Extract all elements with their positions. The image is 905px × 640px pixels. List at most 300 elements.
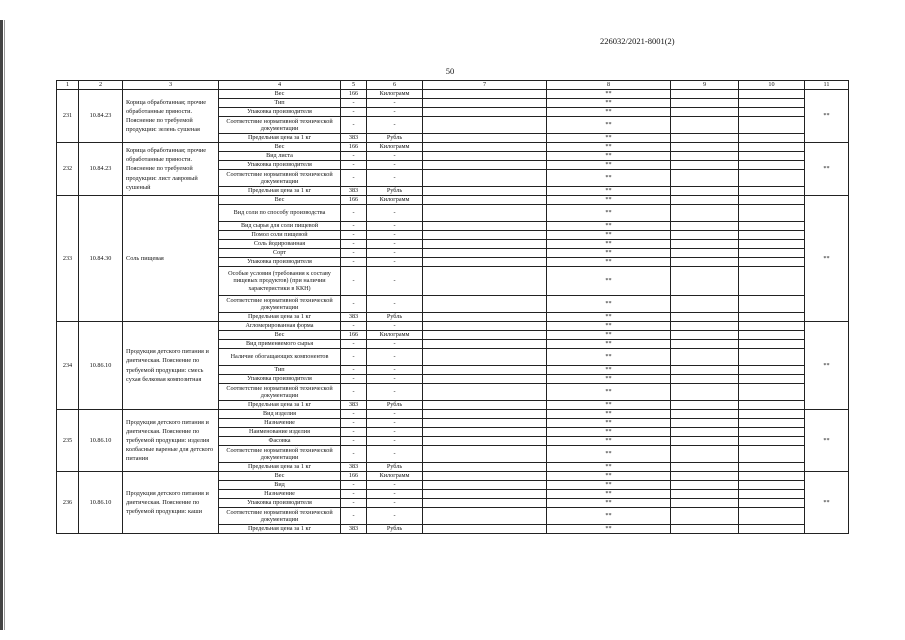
table-row xyxy=(57,472,849,481)
value-cell-7 xyxy=(423,90,547,99)
unit-code-cell: - xyxy=(341,446,367,463)
attribute-name-cell: Тип xyxy=(219,366,341,375)
item-number-cell: 234 xyxy=(57,322,79,410)
value-cell-10 xyxy=(739,170,805,187)
attribute-name-cell: Предельная цена за 1 кг xyxy=(219,134,341,143)
value-cell-10 xyxy=(739,143,805,152)
attribute-name-cell: Вид сырья для соли пищевой xyxy=(219,222,341,231)
value-cell-10 xyxy=(739,499,805,508)
value-cell-8: ** xyxy=(547,490,671,499)
attribute-name-cell: Соль йодированная xyxy=(219,240,341,249)
value-cell-8: ** xyxy=(547,170,671,187)
value-cell-10 xyxy=(739,117,805,134)
value-cell-8: ** xyxy=(547,481,671,490)
column-header-9: 9 xyxy=(671,81,739,90)
unit-code-cell: - xyxy=(341,490,367,499)
value-cell-7 xyxy=(423,322,547,331)
value-cell-8: ** xyxy=(547,108,671,117)
value-cell-7 xyxy=(423,481,547,490)
value-cell-10 xyxy=(739,231,805,240)
value-cell-9 xyxy=(671,161,739,170)
value-cell-8: ** xyxy=(547,472,671,481)
column-header-5: 5 xyxy=(341,81,367,90)
value-cell-9 xyxy=(671,143,739,152)
attribute-name-cell: Предельная цена за 1 кг xyxy=(219,187,341,196)
value-cell-8: ** xyxy=(547,117,671,134)
table-row xyxy=(57,90,849,99)
value-cell-10 xyxy=(739,161,805,170)
unit-name-cell: - xyxy=(367,240,423,249)
unit-name-cell: - xyxy=(367,296,423,313)
value-cell-9 xyxy=(671,472,739,481)
value-cell-7 xyxy=(423,222,547,231)
column-header-7: 7 xyxy=(423,81,547,90)
product-name-cell: Продукция детского питания и диетическая. Пояснение по требуемой продукции: изделия колбасные вареные для детского питания xyxy=(123,410,219,472)
value-cell-10 xyxy=(739,99,805,108)
value-cell-7 xyxy=(423,384,547,401)
value-cell-10 xyxy=(739,446,805,463)
value-cell-10 xyxy=(739,258,805,267)
value-cell-8: ** xyxy=(547,99,671,108)
attribute-name-cell: Вид xyxy=(219,481,341,490)
attribute-name-cell: Фасовка xyxy=(219,437,341,446)
unit-code-cell: - xyxy=(341,499,367,508)
unit-name-cell: - xyxy=(367,508,423,525)
value-cell-10 xyxy=(739,187,805,196)
unit-code-cell: 166 xyxy=(341,331,367,340)
attribute-name-cell: Сорт xyxy=(219,249,341,258)
value-cell-7 xyxy=(423,117,547,134)
value-cell-9 xyxy=(671,322,739,331)
unit-code-cell: 166 xyxy=(341,143,367,152)
value-cell-9 xyxy=(671,499,739,508)
table-body xyxy=(57,90,849,534)
okpd-code-cell: 10.86.10 xyxy=(79,472,123,534)
value-cell-7 xyxy=(423,331,547,340)
value-cell-9 xyxy=(671,152,739,161)
unit-code-cell: - xyxy=(341,267,367,296)
unit-name-cell: - xyxy=(367,481,423,490)
value-cell-7 xyxy=(423,240,547,249)
value-cell-10 xyxy=(739,410,805,419)
note-cell-11: ** xyxy=(805,410,849,472)
value-cell-10 xyxy=(739,205,805,222)
unit-name-cell: - xyxy=(367,161,423,170)
attribute-name-cell: Тип xyxy=(219,99,341,108)
unit-name-cell: - xyxy=(367,366,423,375)
attribute-name-cell: Соответствие нормативной технической документации xyxy=(219,117,341,134)
column-header-1: 1 xyxy=(57,81,79,90)
value-cell-7 xyxy=(423,313,547,322)
value-cell-8: ** xyxy=(547,90,671,99)
unit-name-cell: Рубль xyxy=(367,463,423,472)
value-cell-9 xyxy=(671,205,739,222)
unit-code-cell: - xyxy=(341,222,367,231)
unit-name-cell: Рубль xyxy=(367,187,423,196)
value-cell-9 xyxy=(671,490,739,499)
table-row xyxy=(57,143,849,152)
attribute-name-cell: Вес xyxy=(219,143,341,152)
value-cell-8: ** xyxy=(547,267,671,296)
unit-name-cell: - xyxy=(367,322,423,331)
value-cell-8: ** xyxy=(547,222,671,231)
attribute-name-cell: Наличие обогащающих компонентов xyxy=(219,349,341,366)
value-cell-8: ** xyxy=(547,446,671,463)
attribute-name-cell: Соответствие нормативной технической документации xyxy=(219,446,341,463)
unit-code-cell: 383 xyxy=(341,313,367,322)
unit-code-cell: - xyxy=(341,375,367,384)
unit-code-cell: 166 xyxy=(341,196,367,205)
value-cell-9 xyxy=(671,331,739,340)
unit-name-cell: - xyxy=(367,205,423,222)
unit-code-cell: - xyxy=(341,340,367,349)
unit-code-cell: - xyxy=(341,205,367,222)
unit-code-cell: - xyxy=(341,170,367,187)
unit-code-cell: 166 xyxy=(341,90,367,99)
table-row xyxy=(57,322,849,331)
note-cell-11: ** xyxy=(805,143,849,196)
unit-code-cell: - xyxy=(341,481,367,490)
value-cell-10 xyxy=(739,222,805,231)
value-cell-8: ** xyxy=(547,525,671,534)
value-cell-7 xyxy=(423,349,547,366)
value-cell-9 xyxy=(671,428,739,437)
value-cell-9 xyxy=(671,134,739,143)
product-name-cell: Продукция детского питания и диетическая. Пояснение по требуемой продукции: каши xyxy=(123,472,219,534)
value-cell-9 xyxy=(671,375,739,384)
value-cell-10 xyxy=(739,366,805,375)
value-cell-10 xyxy=(739,472,805,481)
value-cell-9 xyxy=(671,187,739,196)
unit-name-cell: - xyxy=(367,437,423,446)
value-cell-9 xyxy=(671,419,739,428)
unit-name-cell: Килограмм xyxy=(367,331,423,340)
value-cell-7 xyxy=(423,437,547,446)
attribute-name-cell: Упаковка производителя xyxy=(219,108,341,117)
value-cell-10 xyxy=(739,322,805,331)
unit-name-cell: Килограмм xyxy=(367,196,423,205)
scan-edge-line xyxy=(4,20,5,630)
specification-table xyxy=(56,80,849,534)
unit-code-cell: - xyxy=(341,161,367,170)
item-number-cell: 231 xyxy=(57,90,79,143)
attribute-name-cell: Вес xyxy=(219,331,341,340)
column-header-6: 6 xyxy=(367,81,423,90)
value-cell-9 xyxy=(671,340,739,349)
value-cell-7 xyxy=(423,499,547,508)
value-cell-9 xyxy=(671,508,739,525)
unit-name-cell: - xyxy=(367,349,423,366)
value-cell-7 xyxy=(423,463,547,472)
value-cell-9 xyxy=(671,366,739,375)
unit-name-cell: - xyxy=(367,267,423,296)
value-cell-9 xyxy=(671,437,739,446)
attribute-name-cell: Соответствие нормативной технической документации xyxy=(219,296,341,313)
attribute-name-cell: Предельная цена за 1 кг xyxy=(219,463,341,472)
unit-name-cell: - xyxy=(367,384,423,401)
unit-name-cell: - xyxy=(367,117,423,134)
attribute-name-cell: Назначение xyxy=(219,419,341,428)
value-cell-7 xyxy=(423,231,547,240)
item-number-cell: 233 xyxy=(57,196,79,322)
attribute-name-cell: Вид листа xyxy=(219,152,341,161)
value-cell-8: ** xyxy=(547,196,671,205)
value-cell-10 xyxy=(739,349,805,366)
value-cell-10 xyxy=(739,240,805,249)
unit-code-cell: 166 xyxy=(341,472,367,481)
value-cell-10 xyxy=(739,249,805,258)
value-cell-7 xyxy=(423,410,547,419)
value-cell-8: ** xyxy=(547,375,671,384)
unit-code-cell: - xyxy=(341,366,367,375)
column-number-row xyxy=(57,81,849,90)
scan-edge-mark xyxy=(0,20,3,630)
value-cell-10 xyxy=(739,196,805,205)
unit-name-cell: Рубль xyxy=(367,134,423,143)
attribute-name-cell: Назначение xyxy=(219,490,341,499)
attribute-name-cell: Наименование изделия xyxy=(219,428,341,437)
okpd-code-cell: 10.86.10 xyxy=(79,322,123,410)
attribute-name-cell: Агломерированная форма xyxy=(219,322,341,331)
value-cell-7 xyxy=(423,490,547,499)
value-cell-7 xyxy=(423,205,547,222)
unit-name-cell: Килограмм xyxy=(367,90,423,99)
unit-code-cell: - xyxy=(341,428,367,437)
okpd-code-cell: 10.84.30 xyxy=(79,196,123,322)
value-cell-8: ** xyxy=(547,205,671,222)
column-header-4: 4 xyxy=(219,81,341,90)
value-cell-10 xyxy=(739,508,805,525)
document-number: 226032/2021-8001(2) xyxy=(600,36,675,46)
value-cell-7 xyxy=(423,401,547,410)
value-cell-8: ** xyxy=(547,296,671,313)
unit-code-cell: - xyxy=(341,258,367,267)
attribute-name-cell: Упаковка производителя xyxy=(219,499,341,508)
unit-name-cell: Рубль xyxy=(367,525,423,534)
attribute-name-cell: Вид соли по способу производства xyxy=(219,205,341,222)
value-cell-8: ** xyxy=(547,463,671,472)
unit-name-cell: Килограмм xyxy=(367,143,423,152)
column-header-10: 10 xyxy=(739,81,805,90)
value-cell-10 xyxy=(739,134,805,143)
attribute-name-cell: Упаковка производителя xyxy=(219,375,341,384)
unit-code-cell: 383 xyxy=(341,134,367,143)
value-cell-7 xyxy=(423,419,547,428)
value-cell-10 xyxy=(739,481,805,490)
unit-name-cell: Килограмм xyxy=(367,472,423,481)
unit-name-cell: - xyxy=(367,222,423,231)
value-cell-9 xyxy=(671,296,739,313)
product-name-cell: Соль пищевая xyxy=(123,196,219,322)
attribute-name-cell: Упаковка производителя xyxy=(219,258,341,267)
value-cell-7 xyxy=(423,108,547,117)
value-cell-8: ** xyxy=(547,231,671,240)
value-cell-9 xyxy=(671,90,739,99)
value-cell-10 xyxy=(739,463,805,472)
okpd-code-cell: 10.84.23 xyxy=(79,90,123,143)
unit-code-cell: - xyxy=(341,437,367,446)
unit-name-cell: - xyxy=(367,258,423,267)
value-cell-8: ** xyxy=(547,322,671,331)
value-cell-9 xyxy=(671,99,739,108)
unit-code-cell: 383 xyxy=(341,401,367,410)
unit-name-cell: - xyxy=(367,99,423,108)
value-cell-10 xyxy=(739,437,805,446)
value-cell-9 xyxy=(671,410,739,419)
value-cell-9 xyxy=(671,258,739,267)
value-cell-8: ** xyxy=(547,240,671,249)
value-cell-9 xyxy=(671,481,739,490)
attribute-name-cell: Особые условия (требования к составу пищевых продуктов) (при наличии характеристики в ККН) xyxy=(219,267,341,296)
value-cell-8: ** xyxy=(547,437,671,446)
value-cell-9 xyxy=(671,117,739,134)
value-cell-8: ** xyxy=(547,508,671,525)
value-cell-7 xyxy=(423,196,547,205)
value-cell-8: ** xyxy=(547,384,671,401)
value-cell-7 xyxy=(423,428,547,437)
value-cell-7 xyxy=(423,249,547,258)
unit-code-cell: - xyxy=(341,249,367,258)
unit-code-cell: - xyxy=(341,152,367,161)
attribute-name-cell: Соответствие нормативной технической документации xyxy=(219,384,341,401)
value-cell-9 xyxy=(671,108,739,117)
item-number-cell: 235 xyxy=(57,410,79,472)
value-cell-8: ** xyxy=(547,410,671,419)
value-cell-8: ** xyxy=(547,134,671,143)
value-cell-8: ** xyxy=(547,249,671,258)
value-cell-8: ** xyxy=(547,340,671,349)
attribute-name-cell: Вид изделия xyxy=(219,410,341,419)
unit-name-cell: Рубль xyxy=(367,401,423,410)
value-cell-9 xyxy=(671,196,739,205)
value-cell-8: ** xyxy=(547,143,671,152)
note-cell-11: ** xyxy=(805,196,849,322)
attribute-name-cell: Предельная цена за 1 кг xyxy=(219,313,341,322)
column-header-2: 2 xyxy=(79,81,123,90)
unit-name-cell: - xyxy=(367,446,423,463)
value-cell-9 xyxy=(671,525,739,534)
unit-name-cell: - xyxy=(367,231,423,240)
column-header-8: 8 xyxy=(547,81,671,90)
value-cell-8: ** xyxy=(547,419,671,428)
value-cell-10 xyxy=(739,428,805,437)
table-row xyxy=(57,196,849,205)
unit-name-cell: - xyxy=(367,249,423,258)
value-cell-7 xyxy=(423,99,547,108)
value-cell-10 xyxy=(739,296,805,313)
value-cell-10 xyxy=(739,152,805,161)
attribute-name-cell: Упаковка производителя xyxy=(219,161,341,170)
value-cell-9 xyxy=(671,401,739,410)
page-number: 50 xyxy=(445,66,455,76)
unit-code-cell: - xyxy=(341,384,367,401)
value-cell-7 xyxy=(423,134,547,143)
unit-name-cell: - xyxy=(367,499,423,508)
note-cell-11: ** xyxy=(805,472,849,534)
note-cell-11: ** xyxy=(805,322,849,410)
value-cell-10 xyxy=(739,108,805,117)
unit-code-cell: - xyxy=(341,419,367,428)
attribute-name-cell: Предельная цена за 1 кг xyxy=(219,525,341,534)
unit-name-cell: - xyxy=(367,490,423,499)
product-name-cell: Корица обработанная; прочие обработанные пряности. Пояснение по требуемой продукции: зелень сушеная xyxy=(123,90,219,143)
unit-name-cell: - xyxy=(367,340,423,349)
attribute-name-cell: Вес xyxy=(219,90,341,99)
value-cell-7 xyxy=(423,258,547,267)
unit-code-cell: 383 xyxy=(341,187,367,196)
unit-code-cell: - xyxy=(341,240,367,249)
attribute-name-cell: Помол соли пищевой xyxy=(219,231,341,240)
item-number-cell: 236 xyxy=(57,472,79,534)
value-cell-8: ** xyxy=(547,161,671,170)
value-cell-10 xyxy=(739,384,805,401)
column-header-3: 3 xyxy=(123,81,219,90)
value-cell-7 xyxy=(423,143,547,152)
value-cell-9 xyxy=(671,240,739,249)
value-cell-7 xyxy=(423,267,547,296)
unit-code-cell: 383 xyxy=(341,525,367,534)
value-cell-7 xyxy=(423,446,547,463)
value-cell-8: ** xyxy=(547,366,671,375)
value-cell-7 xyxy=(423,187,547,196)
table-row xyxy=(57,410,849,419)
value-cell-8: ** xyxy=(547,349,671,366)
value-cell-10 xyxy=(739,313,805,322)
okpd-code-cell: 10.86.10 xyxy=(79,410,123,472)
value-cell-10 xyxy=(739,267,805,296)
value-cell-9 xyxy=(671,267,739,296)
value-cell-8: ** xyxy=(547,313,671,322)
unit-name-cell: - xyxy=(367,108,423,117)
value-cell-8: ** xyxy=(547,152,671,161)
value-cell-7 xyxy=(423,375,547,384)
value-cell-10 xyxy=(739,331,805,340)
unit-name-cell: - xyxy=(367,170,423,187)
value-cell-7 xyxy=(423,152,547,161)
value-cell-9 xyxy=(671,446,739,463)
unit-code-cell: 383 xyxy=(341,463,367,472)
value-cell-7 xyxy=(423,508,547,525)
value-cell-9 xyxy=(671,463,739,472)
value-cell-8: ** xyxy=(547,499,671,508)
attribute-name-cell: Вес xyxy=(219,472,341,481)
value-cell-7 xyxy=(423,472,547,481)
attribute-name-cell: Вес xyxy=(219,196,341,205)
value-cell-8: ** xyxy=(547,331,671,340)
value-cell-8: ** xyxy=(547,187,671,196)
unit-name-cell: - xyxy=(367,375,423,384)
value-cell-7 xyxy=(423,366,547,375)
unit-code-cell: - xyxy=(341,349,367,366)
product-name-cell: Продукция детского питания и диетическая. Пояснение по требуемой продукции: смесь сухая белковая композитная xyxy=(123,322,219,410)
value-cell-9 xyxy=(671,384,739,401)
unit-code-cell: - xyxy=(341,296,367,313)
unit-code-cell: - xyxy=(341,410,367,419)
item-number-cell: 232 xyxy=(57,143,79,196)
value-cell-9 xyxy=(671,170,739,187)
value-cell-10 xyxy=(739,90,805,99)
unit-name-cell: - xyxy=(367,419,423,428)
okpd-code-cell: 10.84.23 xyxy=(79,143,123,196)
unit-name-cell: - xyxy=(367,428,423,437)
value-cell-7 xyxy=(423,170,547,187)
attribute-name-cell: Соответствие нормативной технической документации xyxy=(219,170,341,187)
note-cell-11: ** xyxy=(805,90,849,143)
unit-code-cell: - xyxy=(341,108,367,117)
unit-code-cell: - xyxy=(341,99,367,108)
value-cell-9 xyxy=(671,231,739,240)
value-cell-10 xyxy=(739,419,805,428)
